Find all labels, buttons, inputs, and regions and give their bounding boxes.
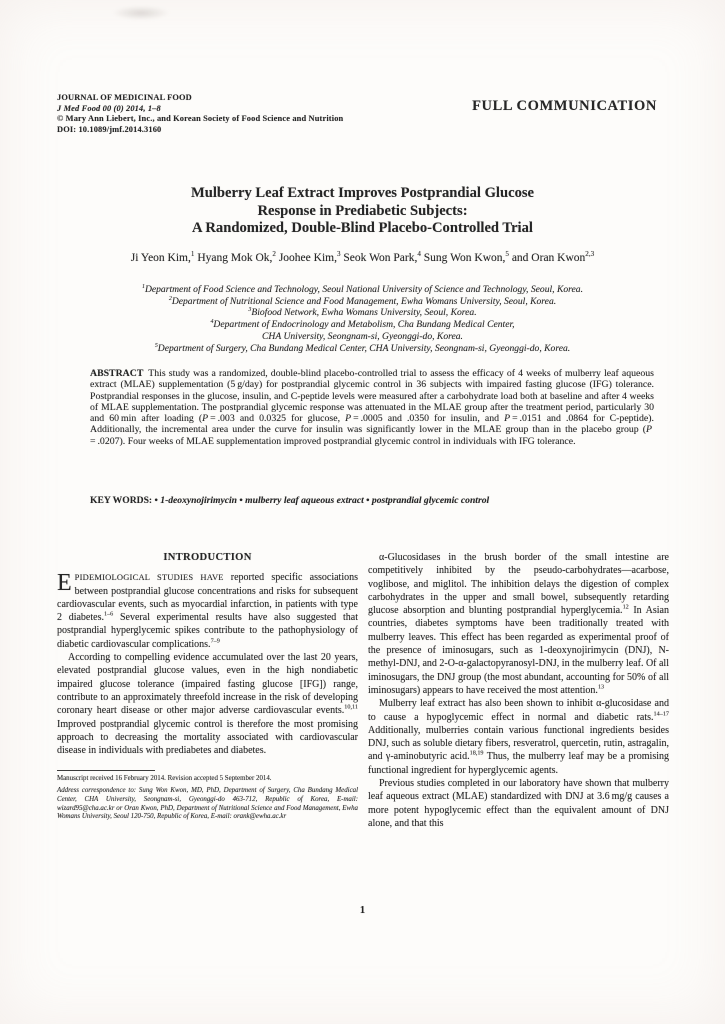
scan-artifact <box>112 6 170 20</box>
intro-paragraph-1: EPIDEMIOLOGICAL STUDIES HAVE reported specific associations between postprandial glucose concentrations and risks for subsequent cardiovascular events, such as myocardial infarction, in patients with type 2 diabetes.$^{1-6}$ Several experimental results have also suggested that postprandial hyperglycemic spikes contribute to the pathophysiology of diabetic cardiovascular complications.$^{7-9}$ <box>57 570 358 650</box>
affiliations <box>0 284 725 354</box>
article-type-label: FULL COMMUNICATION <box>472 98 657 114</box>
article-title <box>0 185 725 238</box>
journal-citation: J Med Food 00 (0) 2014, 1–8 <box>57 103 161 113</box>
body-paragraph-1: α-Glucosidases in the brush border of the small intestine are competitively inhibited by the pseudo-carbohydrates—acarbose, voglibose, and miglitol. The inhibition delays the digestion of complex carbohydrates in the upper and small bowel, subsequently retarding glucose absorption and blunting postprandial hyperglycemia.$^{12}$ In Asian countries, diabetes symptoms have been traditionally treated with mulberry leaves. This effect has been regarded as experimental proof of the presence of iminosugars, such as 1-deoxynojirimycin (DNJ), N-methyl-DNJ, and 2-O-α-galactopyranosyl-DNJ, in the mulberry leaf. Of all iminosugars, the DNJ group (the most abundant, accounting for 50% of all iminosugars) appears to have received the most attention.$^{13}$ <box>368 552 669 696</box>
introduction-heading: INTRODUCTION <box>163 552 252 563</box>
right-column <box>368 551 669 830</box>
affiliation-line: $^1$Department of Food Science and Technology, Seoul National University of Science and Technology, Seoul, Korea. <box>141 283 583 295</box>
body-paragraph-3: Previous studies completed in our laboratory have shown that mulberry leaf aqueous extract (MLAE) standardized with DNJ at 3.6 mg/g causes a more potent hypoglycemic effect than the equivalent amount of DNJ alone, and that this <box>368 778 669 829</box>
journal-copyright: © Mary Ann Liebert, Inc., and Korean Society of Food Science and Nutrition <box>57 114 344 124</box>
title-line-2: Response in Prediabetic Subjects: <box>257 202 468 219</box>
affiliation-line: $^4$Department of Endocrinology and Metabolism, Cha Bundang Medical Center, <box>210 318 515 331</box>
author-list: Ji Yeon Kim,$^1$ Hyang Mok Ok,$^2$ Joohee Kim,$^3$ Seok Won Park,$^4$ Sung Won Kwon,$^5$ and Oran Kwon$^{2,3}$ <box>130 250 595 264</box>
title-line-1: Mulberry Leaf Extract Improves Postprandial Glucose <box>190 185 535 201</box>
body-columns <box>57 551 669 830</box>
footnote-block <box>57 770 358 822</box>
journal-name: JOURNAL OF MEDICINAL FOOD <box>57 93 192 102</box>
journal-doi: DOI: 10.1089/jmf.2014.3160 <box>57 124 162 134</box>
title-line-3: A Randomized, Double-Blind Placebo-Controlled Trial <box>192 220 533 237</box>
footnote-divider <box>57 770 155 771</box>
affiliation-line: $^5$Department of Surgery, Cha Bundang Medical Center, CHA University, Seongnam-si, Gyeonggi-do, Korea. <box>154 342 571 354</box>
affiliation-line: CHA University, Seongnam-si, Gyeonggi-do, Korea. <box>262 330 463 342</box>
body-paragraph-2: Mulberry leaf extract has also been shown to inhibit α-glucosidase and to cause a hypoglycemic effect in normal and diabetic rats.$^{14-17}$ Additionally, mulberries contain various functional ingredients besides DNJ, such as soluble dietary fibers, resveratrol, quercetin, rutin, astragalin, and γ-aminobutyric acid.$^{18,19}$ Thus, the mulberry leaf may be a promising functional ingredient for hyperglycemic agents. <box>368 698 670 776</box>
abstract-paragraph: ABSTRACT This study was a randomized, double-blind placebo-controlled trial to assess the efficacy of 4 weeks of mulberry leaf aqueous extract (MLAE) supplementation (5 g/day) for postprandial glycemic control in 36 subjects with impaired fasting glucose (IFG) tolerance. Postprandial responses in the glucose, insulin, and C-peptide levels were measured after a carbohydrate load both at baseline and after 4 weeks of MLAE supplementation. The postprandial glycemic response was attenuated in the MLAE group after the treatment period, particularly 30 and 60 min after loading (P = .003 and 0.0325 for glucose, P = .0005 and .0350 for insulin, and P = .0151 and .0864 for C-peptide). Additionally, the incremental area under the curve for insulin was significantly lower in the MLAE group than in the placebo group (P = .0207). Four weeks of MLAE supplementation improved postprandial glycemic control in individuals with IFG tolerance. <box>90 368 654 447</box>
journal-header <box>57 93 343 135</box>
intro-paragraph-2: According to compelling evidence accumulated over the last 20 years, elevated postprandial glucose values, even in the high nondiabetic impaired glucose tolerance (impaired fasting glucose [IFG]) range, contribute to an approximately threefold increase in the risk of developing coronary heart disease or other major adverse cardiovascular events.$^{10,11}$ Improved postprandial glycemic control is therefore the most promising approach to decreasing the mortality associated with cardiovascular disease in individuals with prediabetes and diabetes. <box>57 652 358 757</box>
keywords-line: KEY WORDS: • 1-deoxynojirimycin • mulberry leaf aqueous extract • postprandial glycemic control <box>90 495 490 506</box>
manuscript-dates-footnote: Manuscript received 16 February 2014. Revision accepted 5 September 2014. <box>57 775 272 783</box>
left-column <box>57 551 358 830</box>
correspondence-footnote: Address correspondence to: Sung Won Kwon, MD, PhD, Department of Surgery, Cha Bundang Medical Center, CHA University, Seongnam-si, Gyeonggi-do 463-712, Republic of Korea, E-mail: wizard95@cha.ac.kr or Oran Kwon, PhD, Department of Nutritional Science and Food Management, Ewha Womans University, Seoul 120-750, Republic of Korea, E-mail: orank@ewha.ac.kr <box>57 787 358 821</box>
affiliation-line: $^3$Biofood Network, Ewha Womans University, Seoul, Korea. <box>248 307 477 319</box>
affiliation-line: $^2$Department of Nutritional Science and Food Management, Ewha Womans University, Seoul, Korea. <box>168 295 557 307</box>
page-number: 1 <box>359 905 366 916</box>
